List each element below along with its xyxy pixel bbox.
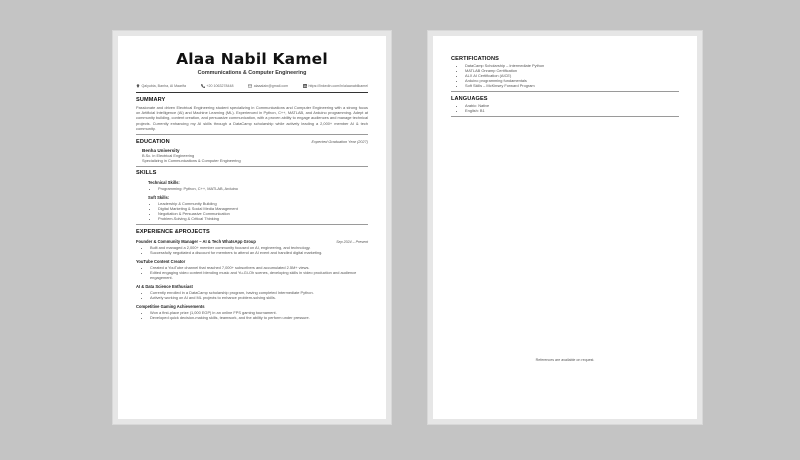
list-item: • Leadership & Community Building xyxy=(158,201,368,206)
section-divider xyxy=(451,91,679,92)
languages-list xyxy=(451,103,679,113)
contact-email[interactable] xyxy=(248,84,288,88)
soft-skills-heading: Soft Skills: xyxy=(148,195,170,201)
role-bullets xyxy=(136,265,368,280)
certifications-list xyxy=(451,63,679,88)
contact-location-text: Qalyubia, Banha, Al Maarifa xyxy=(141,84,187,88)
list-item: • Edited engaging video content blending music and Yu-Gi-Oh scenes, developing skills in video production and audience engagement. xyxy=(150,270,368,280)
list-item: • Soft Skills – McKinsey Forward Program xyxy=(465,83,679,88)
education-institution: Benha University xyxy=(142,147,180,153)
contact-phone-text: +20 1063278448 xyxy=(206,84,234,88)
email-icon xyxy=(248,84,252,88)
role-header xyxy=(136,239,368,244)
contact-location xyxy=(136,84,186,88)
list-item: • Developed quick decision-making skills, teamwork, and the ability to perform under pressure. xyxy=(150,315,368,320)
phone-icon xyxy=(201,84,205,88)
certifications-heading: CERTIFICATIONS xyxy=(451,56,499,62)
location-pin-icon xyxy=(136,84,140,88)
graduation-year: Expected Graduation Year (2027) xyxy=(311,139,368,144)
list-item: • English: B1 xyxy=(465,108,679,113)
contact-linkedin[interactable] xyxy=(303,84,368,88)
list-item: • Currently enrolled in a DataCamp scholarship program, having completed Intermediate Python. xyxy=(150,290,368,295)
list-item: • Digital Marketing & Social Media Management xyxy=(158,206,368,211)
section-divider xyxy=(136,166,368,167)
education-degree: B.Sc. in Electrical Engineering xyxy=(142,152,195,158)
list-item: • Won a first-place prize (1,000 EGP) in an online FPS gaming tournament. xyxy=(150,310,368,315)
role-bullets xyxy=(136,290,368,300)
role-title: YouTube Content Creator xyxy=(136,258,186,264)
candidate-name: Alaa Nabil Kamel xyxy=(176,50,328,68)
list-item: • MATLAB Onramp Certification xyxy=(465,68,679,73)
list-item: • Built and managed a 2,000+ member community focused on AI, engineering, and technology. xyxy=(150,245,368,250)
list-item: • ALX AI Certification (AICE) xyxy=(465,73,679,78)
education-header xyxy=(136,135,368,145)
candidate-tagline: Communications & Computer Engineering xyxy=(197,70,307,76)
role-date: Sep 2024 – Present xyxy=(336,239,368,244)
list-item: • Actively working on AI and ML projects to enhance problem-solving skills. xyxy=(150,295,368,300)
list-item: • DataCamp Scholarship – Intermediate Python xyxy=(465,63,679,68)
references-note: References are available on request. xyxy=(535,358,595,362)
list-item: • Problem-Solving & Critical Thinking xyxy=(158,216,368,221)
skills-heading: SKILLS xyxy=(136,170,157,177)
list-item: • Negotiation & Persuasive Communication xyxy=(158,211,368,216)
resume-page-2 xyxy=(433,36,697,419)
contact-phone xyxy=(201,84,234,88)
contact-linkedin-text: https://linkedin.com/in/alaanabilkamel xyxy=(308,84,368,88)
languages-heading: LANGUAGES xyxy=(451,95,488,102)
soft-skills-list xyxy=(136,201,368,221)
resume-page-1 xyxy=(118,36,386,419)
role-header xyxy=(136,259,368,264)
contact-bar xyxy=(136,84,368,88)
education-heading: EDUCATION xyxy=(136,138,170,145)
list-item: • Programming: Python, C++, MATLAB, Arduino xyxy=(158,186,368,191)
linkedin-icon xyxy=(303,84,307,88)
summary-text: Passionate and driven Electrical Engineering student specializing in Communications and Computer Engineering with a strong focus on Artificial Intelligence (AI) and Machine Learning (ML). Experienced in Python, C++, MATLAB, and Arduino programming. Adept at community building, content creation, and persuasive communication, with a proven ability to engage audiences and manage technical projects. Currently enhancing my AI skills through a DataCamp scholarship while actively leading a 2,000+ member AI & tech community. xyxy=(136,105,368,131)
experience-heading: EXPERIENCE &PROJECTS xyxy=(136,228,210,235)
technical-skills-heading: Technical Skills: xyxy=(148,180,180,186)
role-bullets xyxy=(136,310,368,320)
list-item: • Created a YouTube channel that reached 7,000+ subscribers and accumulated 2.5M+ views. xyxy=(150,265,368,270)
section-divider xyxy=(136,224,368,225)
role-title: AI & Data Science Enthusiast xyxy=(136,283,193,289)
role-bullets xyxy=(136,245,368,255)
list-item: • Arabic: Native xyxy=(465,103,679,108)
role-header xyxy=(136,284,368,289)
summary-heading: SUMMARY xyxy=(136,97,166,103)
list-item: • Arduino programming fundamentals xyxy=(465,78,679,83)
contact-email-text: alaaalain@gmail.com xyxy=(253,84,289,88)
role-title: Competitive Gaming Achievements xyxy=(136,303,205,309)
header-divider xyxy=(136,92,368,93)
list-item: • Successfully negotiated a discount for members to attend an AI event and handled digital marketing. xyxy=(150,250,368,255)
technical-skills-list xyxy=(136,186,368,191)
section-divider xyxy=(451,116,679,117)
role-title: Founder & Community Manager – AI & Tech WhatsApp Group xyxy=(136,238,256,244)
role-header xyxy=(136,304,368,309)
education-specialization: Specializing in Communications & Computer Engineering xyxy=(142,157,241,163)
